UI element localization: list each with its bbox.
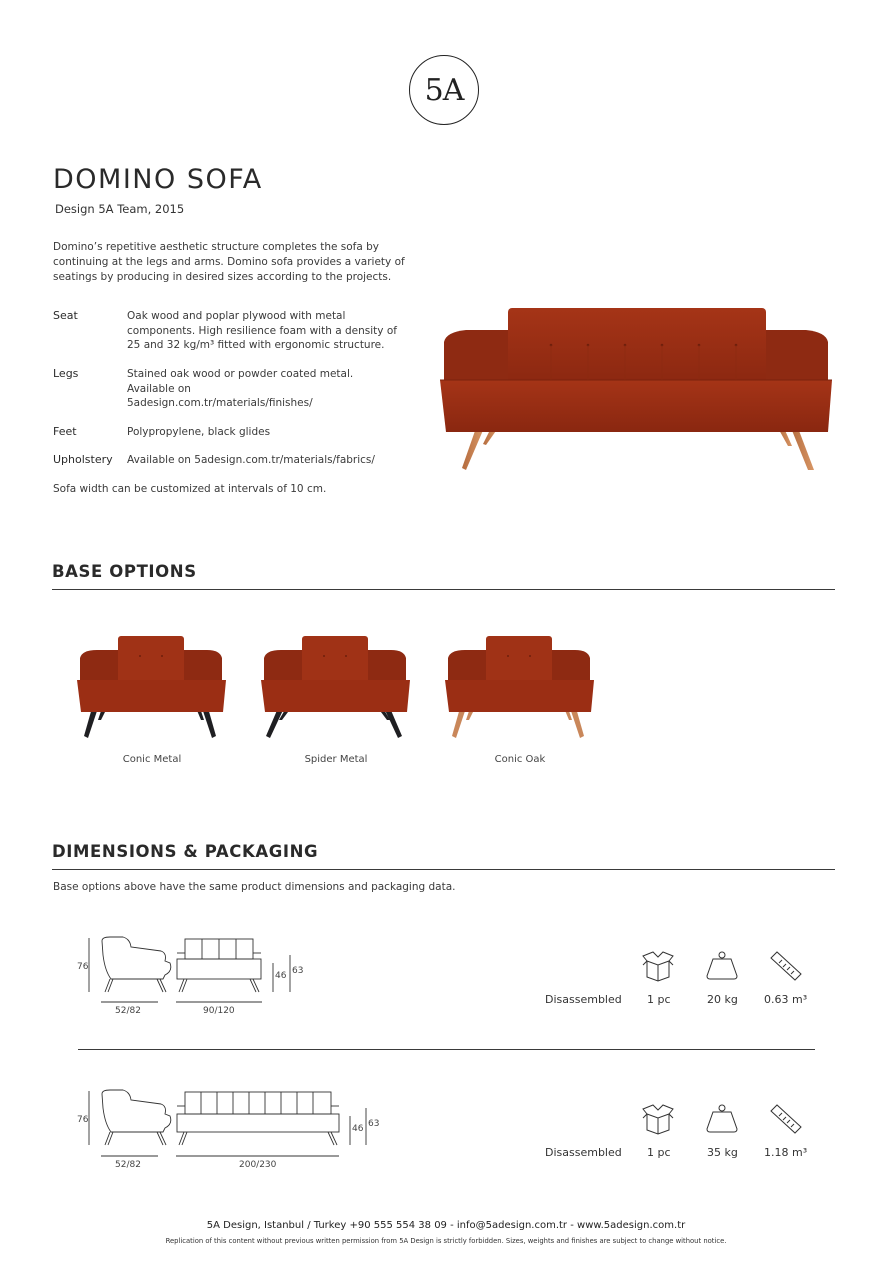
depth-value: 52/82 [115, 1006, 141, 1016]
height-value: 76 [77, 962, 89, 972]
depth-value: 52/82 [115, 1160, 141, 1170]
base-option-label: Conic Oak [494, 754, 546, 765]
base-option-conic-metal [72, 628, 232, 773]
footer-disclaimer: Replication of this content without previous written permission from 5A Design is strictly forbidden. Sizes, weights and finishes are subject to change without notice. [165, 1237, 727, 1245]
packaging-weight: 35 kg [707, 1146, 738, 1159]
dimensions-note: Base options above have the same product dimensions and packaging data. [53, 881, 456, 893]
logo-text: 5A [424, 72, 464, 108]
spec-legs [53, 367, 362, 411]
product-title: DOMINO SOFA [53, 164, 263, 195]
product-description: Domino’s repetitive aesthetic structure completes the sofa by continuing at the legs and arms. Domino sofa provides a variety of seatings by producing in desired sizes according to the projects. [53, 241, 405, 283]
box-icon [641, 949, 675, 983]
product-subtitle: Design 5A Team, 2015 [55, 202, 185, 216]
spec-feet [53, 425, 417, 440]
arm-height-value: 63 [368, 1119, 380, 1129]
width-value: 90/120 [203, 1006, 235, 1016]
packaging-type: Disassembled [545, 993, 622, 1006]
spec-label: Legs [53, 367, 79, 380]
sofa-hero-image [436, 300, 836, 500]
packaging-volume: 0.63 m³ [764, 993, 808, 1006]
dimension-drawing-3seater [75, 1088, 395, 1177]
spec-value: Stained oak wood or powder coated metal. Available on 5adesign.com.tr/materials/finishes/ [127, 368, 354, 409]
spec-label: Feet [53, 425, 77, 438]
weight-icon [704, 1103, 740, 1135]
packaging-volume: 1.18 m³ [764, 1146, 808, 1159]
spec-value: Oak wood and poplar plywood with metal components. High resilience foam with a density of 25 and 32 kg/m³ fitted with ergonomic structure. [127, 310, 397, 351]
packaging-weight: 20 kg [707, 993, 738, 1006]
section-title-dimensions: DIMENSIONS & PACKAGING [52, 842, 319, 861]
ruler-icon [768, 1103, 804, 1135]
arm-height-value: 63 [292, 966, 304, 976]
packaging-pieces: 1 pc [647, 993, 671, 1006]
spec-upholstery [53, 453, 417, 468]
seat-height-value: 46 [275, 971, 287, 981]
dimension-drawing-2seater [75, 935, 315, 1024]
section-divider [52, 589, 835, 590]
spec-value: Available on 5adesign.com.tr/materials/fabrics/ [127, 454, 375, 466]
footer-contact: 5A Design, Istanbul / Turkey +90 555 554 38 09 - info@5adesign.com.tr - www.5adesign.com.tr [206, 1220, 686, 1231]
spec-label: Seat [53, 309, 78, 322]
section-title-base-options: BASE OPTIONS [52, 562, 197, 581]
brand-logo [409, 55, 479, 125]
row-divider [78, 1049, 815, 1050]
base-option-label: Conic Metal [122, 754, 182, 765]
box-icon [641, 1102, 675, 1136]
base-option-label: Spider Metal [304, 754, 368, 765]
customization-note: Sofa width can be customized at intervals of 10 cm. [53, 483, 327, 495]
packaging-type: Disassembled [545, 1146, 622, 1159]
spec-value: Polypropylene, black glides [127, 426, 271, 438]
seat-height-value: 46 [352, 1124, 364, 1134]
spec-label: Upholstery [53, 453, 113, 466]
packaging-pieces: 1 pc [647, 1146, 671, 1159]
weight-icon [704, 950, 740, 982]
ruler-icon [768, 950, 804, 982]
spec-seat [53, 309, 402, 353]
width-value: 200/230 [239, 1160, 277, 1170]
base-option-conic-oak [440, 628, 600, 773]
height-value: 76 [77, 1115, 89, 1125]
section-divider [52, 869, 835, 870]
base-option-spider-metal [256, 628, 416, 773]
